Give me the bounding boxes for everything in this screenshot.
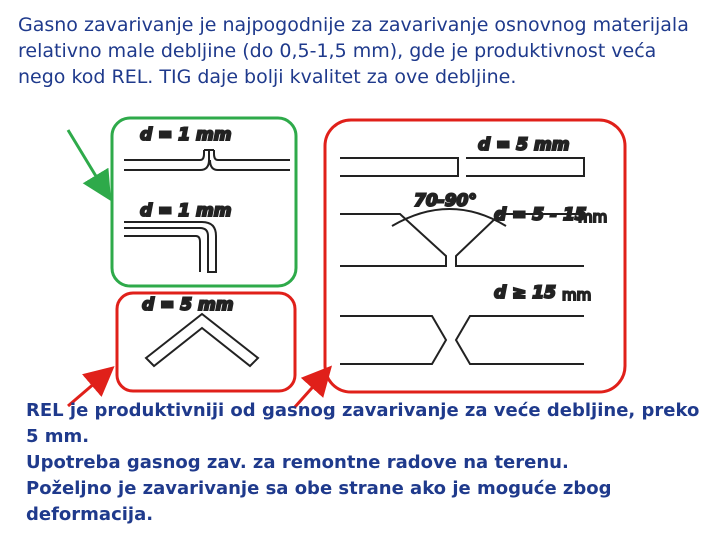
joint-v-groove-angle: 70-90° xyxy=(414,191,477,211)
joint-flanged-t xyxy=(124,125,290,170)
green-arrow xyxy=(68,130,108,196)
joint-flanged-lap xyxy=(124,201,231,272)
bottom-line-2: Upotreba gasnog zav. za remontne radove na terenu. xyxy=(26,452,569,473)
joint-double-butt-label: d ≥ 15 xyxy=(494,283,556,303)
bottom-line-3: Poželjno je zavarivanje sa obe strane ako je moguće zbog deformacija. xyxy=(26,478,612,525)
joint-flanged-lap-label: d = 1 mm xyxy=(140,201,232,221)
joint-v-groove xyxy=(340,191,607,266)
joint-double-butt xyxy=(340,283,591,364)
joint-v-groove-unit: mm xyxy=(578,208,608,226)
bottom-line-1: REL je produktivniji od gasnog zavarivanje za veće debljine, preko 5 mm. xyxy=(26,400,700,447)
joint-square-butt xyxy=(340,135,584,176)
red-large-frame xyxy=(325,120,625,392)
joint-double-butt-unit: mm xyxy=(562,286,592,304)
joint-corner-label: d = 5 mm xyxy=(142,295,234,315)
joint-square-butt-label: d = 5 mm xyxy=(478,135,570,155)
intro-text: Gasno zavarivanje je najpogodnije za zavarivanje osnovnog materijala relativno male debljine (do 0,5-1,5 mm), gde je produktivnost veća nego kod REL. TIG daje bolji kvalitet za ove debljine. xyxy=(18,14,689,88)
bottom-notes xyxy=(26,398,706,528)
joint-flanged-t-label: d = 1 mm xyxy=(140,125,232,145)
joint-v-groove-label: d = 5 - 15 xyxy=(494,205,587,225)
joint-corner xyxy=(142,295,258,366)
